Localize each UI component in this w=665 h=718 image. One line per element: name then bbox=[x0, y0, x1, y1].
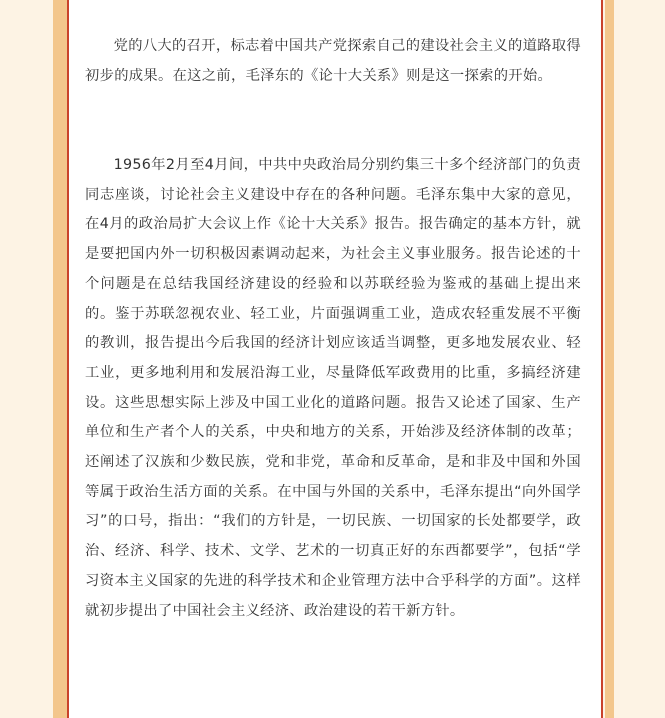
article-paragraph-1: 党的八大的召开，标志着中国共产党探索自己的建设社会主义的道路取得初步的成果。在这之前，毛泽东的《论十大关系》则是这一探索的开始。 bbox=[85, 38, 581, 84]
article-paragraph-2: 1956年2月至4月间，中共中央政治局分别约集三十多个经济部门的负责同志座谈，讨论社会主义建设中存在的各种问题。毛泽东集中大家的意见，在4月的政治局扩大会议上作《论十大关系》报告。报告确定的基本方针，就是要把国内外一切积极因素调动起来，为社会主义事业服务。报告论述的十个问题是在总结我国经济建设的经验和以苏联经验为鉴戒的基础上提出来的。鉴于苏联忽视农业、轻工业，片面强调重工业，造成农轻重发展不平衡的教训，报告提出今后我国的经济计划应该适当调整，更多地发展农业、轻工业，更多地利用和发展沿海工业，尽量降低军政费用的比重，多搞经济建设。这些思想实际上涉及中国工业化的道路问题。报告又论述了国家、生产单位和生产者个人的关系，中央和地方的关系，开始涉及经济体制的改革；还阐述了汉族和少数民族，党和非党，革命和反革命，是和非及中国和外国等属于政治生活方面的关系。在中国与外国的关系中，毛泽东提出“向外国学习”的口号，指出：“我们的方针是，一切民族、一切国家的长处都要学，政治、经济、科学、技术、文学、艺术的一切真正好的东西都要学”，包括“学习资本主义国家的先进的科学技术和企业管理方法中合乎科学的方面”。这样就初步提出了中国社会主义经济、政治建设的若干新方针。 bbox=[85, 157, 581, 619]
left-decorative-bar bbox=[53, 0, 67, 718]
right-decorative-bar bbox=[605, 0, 614, 718]
